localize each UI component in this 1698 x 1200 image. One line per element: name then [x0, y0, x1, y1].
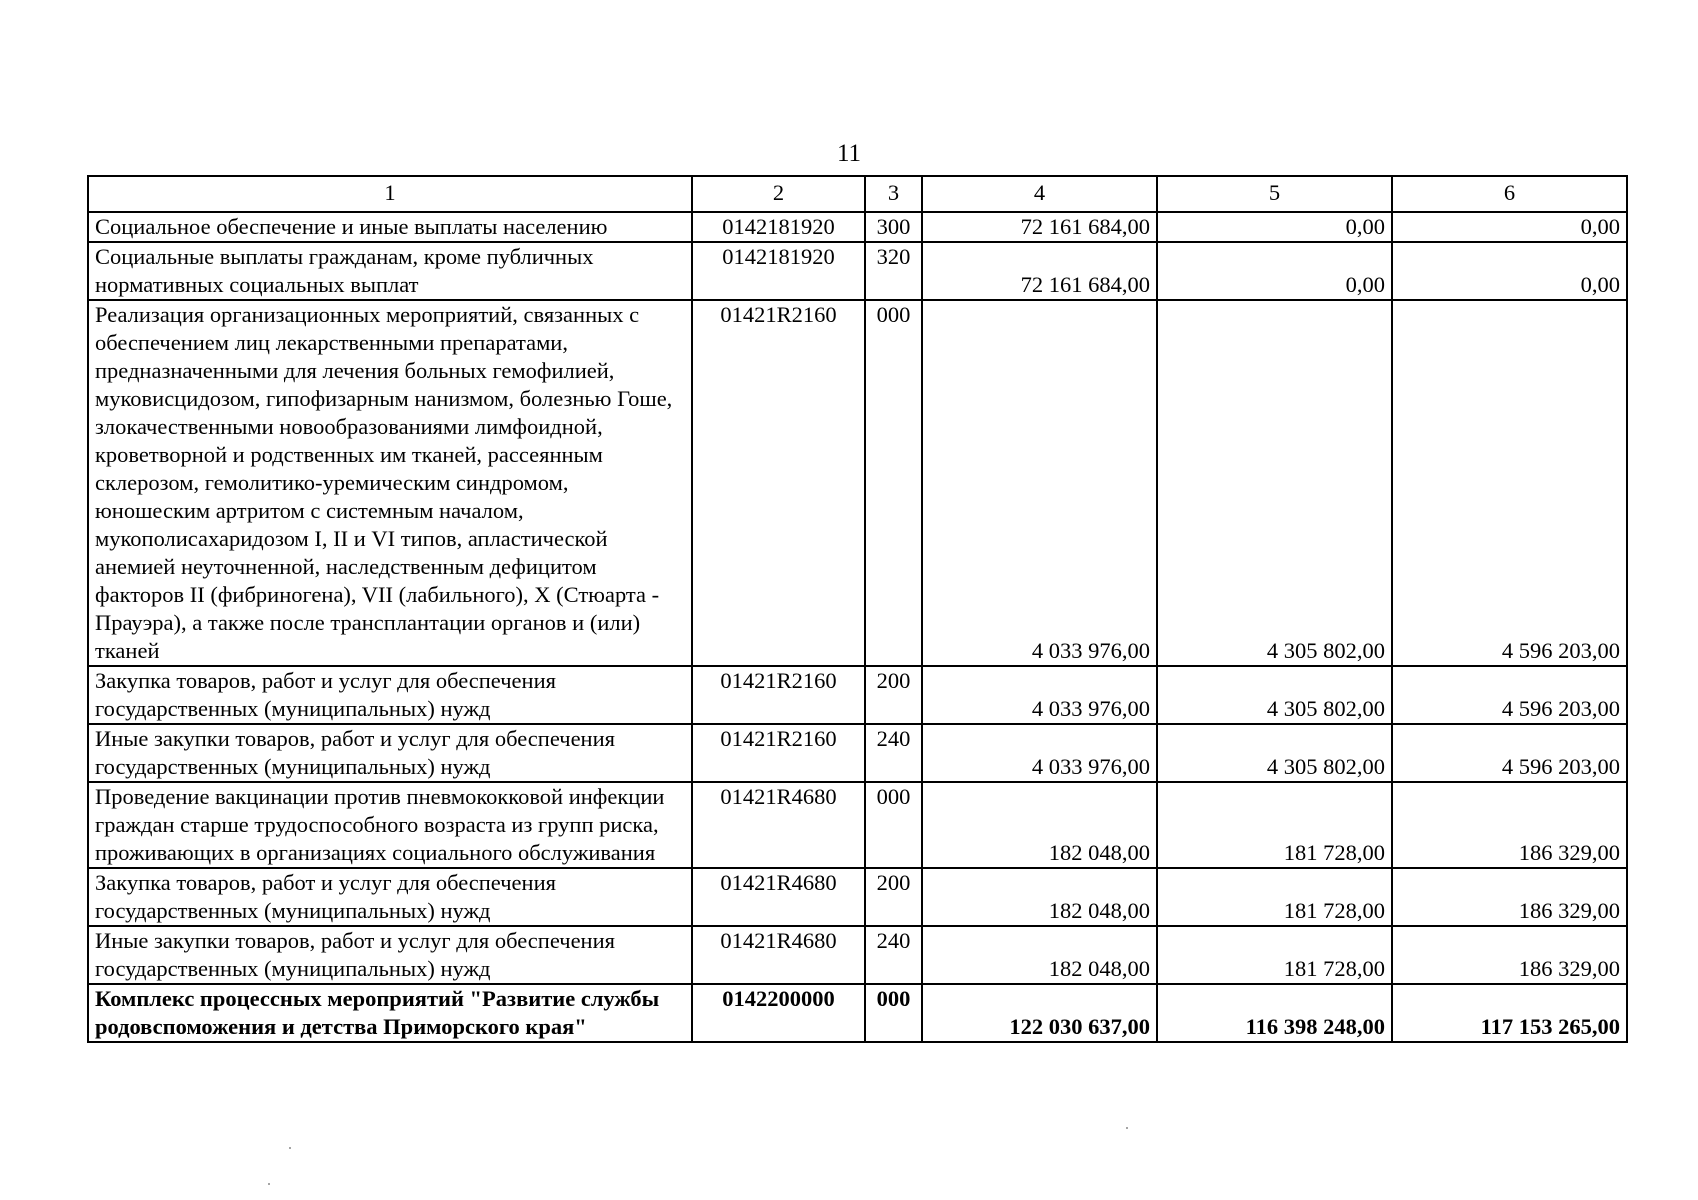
table-row — [88, 300, 1627, 666]
row-value-4: 182 048,00 — [922, 926, 1157, 984]
row-type: 300 — [865, 212, 922, 242]
budget-table — [87, 175, 1628, 1043]
row-value-6: 4 596 203,00 — [1392, 666, 1627, 724]
row-name: Социальные выплаты гражданам, кроме публичных нормативных социальных выплат — [88, 242, 692, 300]
page-number: 11 — [836, 140, 862, 167]
row-value-4: 4 033 976,00 — [922, 724, 1157, 782]
row-value-6: 186 329,00 — [1392, 782, 1627, 868]
table-row — [88, 666, 1627, 724]
row-type: 240 — [865, 926, 922, 984]
row-name: Иные закупки товаров, работ и услуг для обеспечения государственных (муниципальных) нужд — [88, 926, 692, 984]
table-row — [88, 782, 1627, 868]
row-type: 240 — [865, 724, 922, 782]
table-row — [88, 212, 1627, 242]
row-name: Социальное обеспечение и иные выплаты населению — [88, 212, 692, 242]
row-value-4: 72 161 684,00 — [922, 242, 1157, 300]
row-code: 0142200000 — [692, 984, 865, 1042]
row-value-5: 4 305 802,00 — [1157, 724, 1392, 782]
row-name: Проведение вакцинации против пневмококковой инфекции граждан старше трудоспособного возраста из групп риска, проживающих в организациях социального обслуживания — [88, 782, 692, 868]
table-row — [88, 984, 1627, 1042]
row-type: 200 — [865, 666, 922, 724]
row-value-5: 181 728,00 — [1157, 868, 1392, 926]
row-type: 200 — [865, 868, 922, 926]
row-code: 01421R2160 — [692, 666, 865, 724]
column-header: 6 — [1392, 176, 1627, 212]
row-value-6: 0,00 — [1392, 242, 1627, 300]
row-value-5: 4 305 802,00 — [1157, 666, 1392, 724]
column-header: 5 — [1157, 176, 1392, 212]
row-value-6: 186 329,00 — [1392, 926, 1627, 984]
row-value-4: 4 033 976,00 — [922, 300, 1157, 666]
column-header: 3 — [865, 176, 922, 212]
row-name: Иные закупки товаров, работ и услуг для обеспечения государственных (муниципальных) нужд — [88, 724, 692, 782]
row-value-4: 182 048,00 — [922, 868, 1157, 926]
row-value-5: 4 305 802,00 — [1157, 300, 1392, 666]
table-row — [88, 242, 1627, 300]
row-type: 000 — [865, 300, 922, 666]
row-value-6: 4 596 203,00 — [1392, 724, 1627, 782]
column-header: 2 — [692, 176, 865, 212]
row-value-4: 122 030 637,00 — [922, 984, 1157, 1042]
scan-speck — [289, 1147, 291, 1149]
scan-speck — [1126, 1127, 1128, 1129]
table-header-row — [88, 176, 1627, 212]
row-name: Комплекс процессных мероприятий "Развитие службы родовспоможения и детства Приморского края" — [88, 984, 692, 1042]
row-value-4: 182 048,00 — [922, 782, 1157, 868]
row-value-5: 0,00 — [1157, 242, 1392, 300]
row-type: 000 — [865, 782, 922, 868]
row-code: 0142181920 — [692, 242, 865, 300]
row-name: Закупка товаров, работ и услуг для обеспечения государственных (муниципальных) нужд — [88, 868, 692, 926]
table-row — [88, 868, 1627, 926]
row-name: Закупка товаров, работ и услуг для обеспечения государственных (муниципальных) нужд — [88, 666, 692, 724]
row-code: 01421R4680 — [692, 782, 865, 868]
row-code: 01421R2160 — [692, 300, 865, 666]
row-type: 000 — [865, 984, 922, 1042]
scan-speck — [268, 1183, 270, 1185]
row-type: 320 — [865, 242, 922, 300]
row-code: 0142181920 — [692, 212, 865, 242]
column-header: 1 — [88, 176, 692, 212]
row-value-5: 0,00 — [1157, 212, 1392, 242]
row-value-6: 4 596 203,00 — [1392, 300, 1627, 666]
row-value-5: 116 398 248,00 — [1157, 984, 1392, 1042]
row-value-4: 72 161 684,00 — [922, 212, 1157, 242]
row-value-4: 4 033 976,00 — [922, 666, 1157, 724]
row-code: 01421R2160 — [692, 724, 865, 782]
column-header: 4 — [922, 176, 1157, 212]
table-row — [88, 926, 1627, 984]
row-code: 01421R4680 — [692, 926, 865, 984]
row-value-5: 181 728,00 — [1157, 782, 1392, 868]
row-name: Реализация организационных мероприятий, связанных с обеспечением лиц лекарственными препаратами, предназначенными для лечения больных гемофилией, муковисцидозом, гипофизарным нанизмом, болезнью Гоше, злокачественными новообразованиями лимфоидной, кроветворной и родственных им тканей, рассеянным склерозом, гемолитико-уремическим синдромом, юношеским артритом с системным началом, мукополисахаридозом I, II и VI типов, апластической анемией неуточненной, наследственным дефицитом факторов II (фибриногена), VII (лабильного), X (Стюарта - Прауэра), а также после трансплантации органов и (или) тканей — [88, 300, 692, 666]
table-row — [88, 724, 1627, 782]
row-value-6: 186 329,00 — [1392, 868, 1627, 926]
row-value-6: 117 153 265,00 — [1392, 984, 1627, 1042]
row-code: 01421R4680 — [692, 868, 865, 926]
row-value-5: 181 728,00 — [1157, 926, 1392, 984]
row-value-6: 0,00 — [1392, 212, 1627, 242]
